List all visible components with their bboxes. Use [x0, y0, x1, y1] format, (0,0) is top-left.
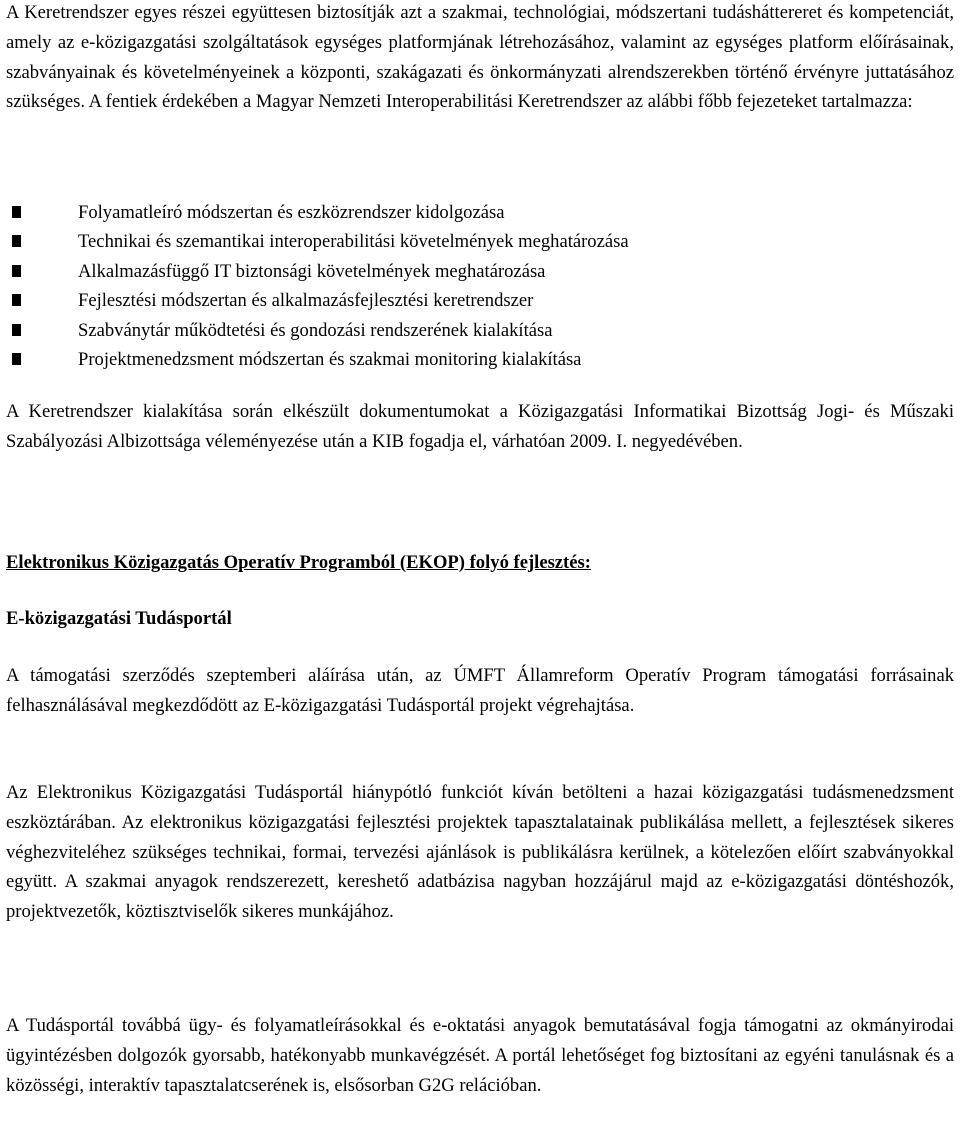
- list-item: [6, 316, 954, 345]
- list-item: [6, 345, 954, 374]
- list-item: [6, 227, 954, 256]
- list-item: [6, 286, 954, 315]
- portal-support-paragraph: A Tudásportál továbbá ügy- és folyamatleírásokkal és e-oktatási anyagok bemutatásával fogja támogatni az okmányirodai ügyintézésben dolgozók gyorsabb, hatékonyabb munkavégzését. A portál lehetőséget fog biztosítani az egyéni tanulásnak és a közösségi, interaktív tapasztalatcserének is, elsősorban G2G relációban.: [6, 1015, 954, 1096]
- chapter-list: [6, 198, 954, 374]
- list-item: [6, 257, 954, 286]
- square-bullet-icon: [12, 206, 21, 218]
- subsection-heading: E-közigazgatási Tudásportál: [6, 608, 232, 629]
- square-bullet-icon: [12, 265, 21, 277]
- section-heading: Elektronikus Közigazgatás Operatív Programból (EKOP) folyó fejlesztés:: [6, 552, 591, 573]
- list-item-text: Alkalmazásfüggő IT biztonsági követelmények meghatározása: [78, 260, 546, 282]
- list-item-text: Projektmenedzsment módszertan és szakmai monitoring kialakítása: [78, 349, 582, 371]
- square-bullet-icon: [12, 324, 21, 336]
- list-item-text: Technikai és szemantikai interoperabilitási követelmények meghatározása: [78, 231, 629, 253]
- contract-paragraph: A támogatási szerződés szeptemberi aláírása után, az ÚMFT Államreform Operatív Program támogatási forrásainak felhasználásával megkezdődött az E-közigazgatási Tudásportál projekt végrehajtása.: [6, 665, 954, 716]
- kib-paragraph: A Keretrendszer kialakítása során elkészült dokumentumokat a Közigazgatási Informatikai Bizottság Jogi- és Műszaki Szabályozási Albizottsága véleményezése után a KIB fogadja el, várhatóan 2009. I. negyedévében.: [6, 401, 954, 452]
- list-item-text: Fejlesztési módszertan és alkalmazásfejlesztési keretrendszer: [78, 290, 534, 312]
- list-item-text: Szabványtár működtetési és gondozási rendszerének kialakítása: [78, 319, 553, 341]
- intro-paragraph: A Keretrendszer egyes részei együttesen biztosítják azt a szakmai, technológiai, módszertani tudásháttereret és kompetenciát, amely az e-közigazgatási szolgáltatások egységes platformjának létrehozásához, valamint az egységes platform előírásainak, szabványainak és követelményeinek a központi, szakágazati és önkormányzati alrendszerekben történő érvényre juttatásához szükséges. A fentiek érdekében a Magyar Nemzeti Interoperabilitási Keretrendszer az alábbi főbb fejezeteket tartalmazza:: [6, 2, 954, 113]
- list-item-text: Folyamatleíró módszertan és eszközrendszer kidolgozása: [78, 202, 505, 223]
- square-bullet-icon: [12, 235, 21, 247]
- square-bullet-icon: [12, 353, 21, 365]
- portal-purpose-paragraph: Az Elektronikus Közigazgatási Tudásportál hiánypótló funkciót kíván betölteni a hazai közigazgatási tudásmenedzsment eszköztárában. Az elektronikus közigazgatási fejlesztési projektek tapasztalatainak publikálása mellett, a fejlesztések sikeres véghezviteléhez szükséges technikai, formai, tervezési ajánlások is publikálásra kerülnek, a kötelezően előírt szabványokkal együtt. A szakmai anyagok rendszerezett, kereshető adatbázisa nagyban hozzájárul majd az e-közigazgatási döntéshozók, projektvezetők, köztisztviselők sikeres munkájához.: [6, 782, 954, 923]
- square-bullet-icon: [12, 294, 21, 306]
- list-item: [6, 198, 954, 227]
